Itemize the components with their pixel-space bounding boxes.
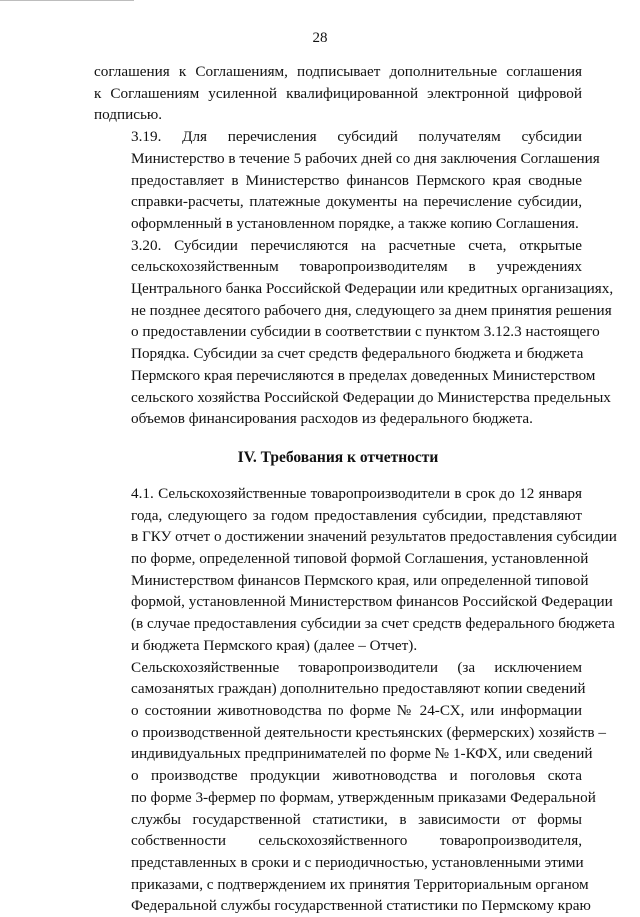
text-line: формой, установленной Министерством финансов Российской Федерации — [131, 593, 613, 611]
text-line: года, следующего за годом предоставления субсидии, представляют — [131, 506, 582, 524]
text-line: (в случае предоставления субсидии за счет средств федерального бюджета — [131, 615, 615, 633]
paragraph — [94, 235, 614, 430]
text-line: Порядка. Субсидии за счет средств федерального бюджета и бюджета — [131, 345, 584, 363]
paragraphs-before-section — [94, 61, 614, 430]
text-line: Министерство в течение 5 рабочих дней со дня заключения Соглашения — [131, 149, 600, 167]
text-line: Пермского края перечисляются в пределах доведенных Министерством — [131, 366, 596, 384]
text-line: самозанятых граждан) дополнительно предоставляют копии сведений — [131, 680, 586, 698]
text-line: сельскохозяйственным товаропроизводителям в учреждениях — [131, 258, 582, 276]
text-line: 3.20. Субсидии перечисляются на расчетные счета, открытые — [131, 236, 582, 254]
section-title: IV. Требования к отчетности — [237, 448, 439, 466]
paragraph — [94, 61, 582, 126]
text-line: сельского хозяйства Российской Федерации до Министерства предельных — [131, 388, 611, 406]
text-line: о предоставлении субсидии в соответствии с пунктом 3.12.3 настоящего — [131, 323, 600, 341]
text-line: индивидуальных предпринимателей по форме № 1-КФХ, или сведений — [131, 745, 593, 763]
text-line: справки-расчеты, платежные документы на перечисление субсидии, — [131, 193, 582, 211]
paragraph — [94, 483, 617, 657]
text-line: подписью. — [94, 106, 163, 124]
paragraph — [94, 657, 606, 917]
text-line: по форме 3-фермер по формам, утвержденным приказами Федеральной — [131, 788, 596, 806]
text-line: о производственной деятельности крестьянских (фермерских) хозяйств – — [131, 723, 606, 741]
paragraph — [94, 126, 600, 235]
text-line: Центрального банка Российской Федерации или кредитных организациях, — [131, 280, 614, 298]
text-line: не позднее десятого рабочего дня, следующего за днем принятия решения — [131, 301, 612, 319]
text-line: Федеральной службы государственной статистики по Пермскому краю — [131, 897, 591, 915]
text-line: к Соглашениям усиленной квалифицированной электронной цифровой — [94, 84, 582, 102]
text-line: 4.1. Сельскохозяйственные товаропроизводители в срок до 12 января — [131, 484, 582, 502]
document-body — [94, 61, 617, 917]
text-line: о состоянии животноводства по форме № 24-СХ, или информации — [131, 701, 582, 719]
text-line: оформленный в установленном порядке, а также копию Соглашения. — [131, 214, 579, 232]
text-line: соглашения к Соглашениям, подписывает дополнительные соглашения — [94, 63, 582, 80]
text-line: 3.19. Для перечисления субсидий получателям субсидии — [131, 128, 582, 146]
text-line: по форме, определенной типовой формой Соглашения, установленной — [131, 550, 589, 568]
text-line: собственности сельскохозяйственного товаропроизводителя, — [131, 832, 582, 850]
text-line: представленных в сроки и с периодичностью, установленными этими — [131, 853, 584, 871]
paragraphs-after-section — [94, 483, 617, 917]
text-line: Министерством финансов Пермского края, или определенной типовой — [131, 571, 589, 589]
top-border-line — [0, 0, 134, 1]
text-line: службы государственной статистики, в зависимости от формы — [131, 810, 582, 828]
text-line: в ГКУ отчет о достижении значений результатов предоставления субсидии — [131, 528, 617, 546]
text-line: Сельскохозяйственные товаропроизводители (за исключением — [131, 658, 582, 676]
text-line: о производстве продукции животноводства и поголовья скота — [131, 767, 582, 785]
text-line: и бюджета Пермского края) (далее – Отчет). — [131, 636, 418, 654]
text-line: объемов финансирования расходов из федерального бюджета. — [131, 410, 533, 428]
text-line: предоставляет в Министерство финансов Пермского края сводные — [131, 171, 582, 189]
text-line: приказами, с подтверждением их принятия Территориальным органом — [131, 875, 589, 893]
page-number: 28 — [312, 30, 328, 46]
